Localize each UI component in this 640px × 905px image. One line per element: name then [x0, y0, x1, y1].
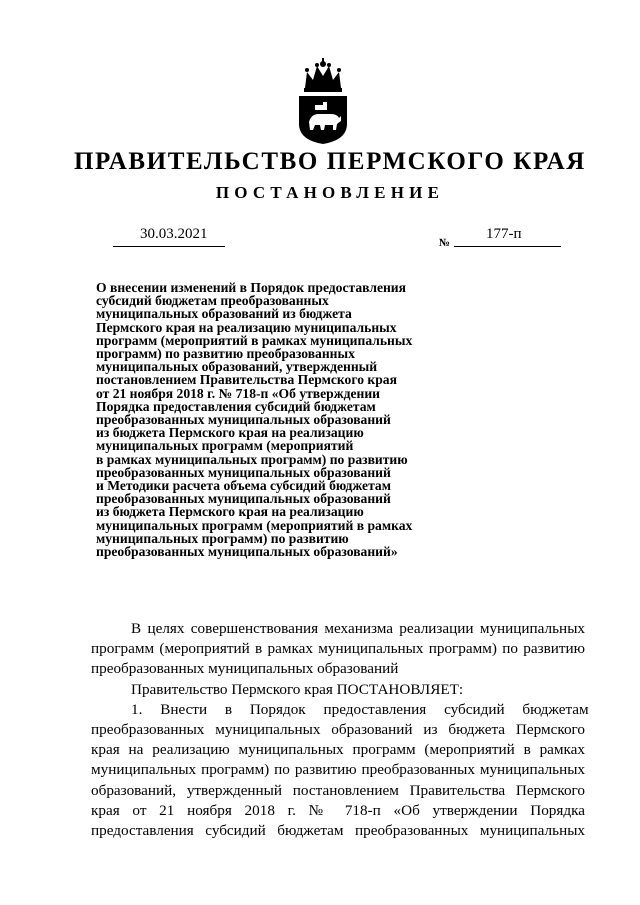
- number-underline: [454, 246, 561, 247]
- date-underline: [113, 246, 225, 247]
- government-title: ПРАВИТЕЛЬСТВО ПЕРМСКОГО КРАЯ: [74, 148, 586, 175]
- body-line: края на реализацию муниципальных программ (мероприятий в рамках: [91, 741, 585, 759]
- number-sign: №: [439, 237, 451, 249]
- document-date: 30.03.2021: [140, 226, 208, 242]
- perm-krai-coat-of-arms-icon: [297, 58, 349, 144]
- document-number: 177-п: [486, 226, 522, 242]
- subject-line: постановлением Правительства Пермского края: [96, 372, 397, 388]
- subject-line: от 21 ноября 2018 г. № 718-п «Об утверждении: [96, 385, 380, 401]
- subject-line: Порядка предоставления субсидий бюджетам: [96, 398, 376, 414]
- body-line: программ (мероприятий в рамках муниципальных программ) по развитию: [91, 640, 585, 658]
- subject-line: О внесении изменений в Порядок предоставления: [96, 280, 406, 295]
- subject-line: муниципальных программ) по развитию: [96, 530, 349, 546]
- subject-line: преобразованных муниципальных образований: [96, 412, 391, 428]
- body-line: края от 21 ноября 2018 г. № 718-п «Об утверждении Порядка: [91, 801, 585, 819]
- subject-line: муниципальных образований из бюджета: [96, 306, 352, 322]
- subject-line: субсидий бюджетам преобразованных: [96, 293, 329, 309]
- subject-line: Пермского края на реализацию муниципальных: [96, 319, 397, 335]
- body-line: В целях совершенствования механизма реализации муниципальных: [131, 620, 585, 637]
- document-type: ПОСТАНОВЛЕНИЕ: [215, 183, 445, 202]
- subject-line: муниципальных программ (мероприятий в рамках: [96, 517, 413, 533]
- document-body: [91, 619, 589, 841]
- body-line: муниципальных программ) по развитию преобразованных муниципальных: [91, 761, 585, 779]
- body-line: предоставления субсидий бюджетам преобразованных муниципальных: [91, 822, 585, 840]
- subject-line: программ) по развитию преобразованных: [96, 346, 355, 362]
- subject-line: муниципальных образований, утвержденный: [96, 359, 378, 375]
- subject-line: и Методики расчета объема субсидий бюджетам: [96, 478, 391, 494]
- subject-line: в рамках муниципальных программ) по развитию: [96, 451, 408, 467]
- subject-line: муниципальных программ (мероприятий: [96, 438, 354, 454]
- subject-line: преобразованных муниципальных образований: [96, 464, 391, 480]
- body-line: Правительство Пермского края ПОСТАНОВЛЯЕТ:: [131, 680, 464, 698]
- subject-line: преобразованных муниципальных образований»: [96, 544, 398, 560]
- subject-line: преобразованных муниципальных образований: [96, 491, 391, 507]
- subject-line: программ (мероприятий в рамках муниципальных: [96, 332, 413, 348]
- body-line: 1. Внести в Порядок предоставления субсидий бюджетам: [131, 700, 589, 718]
- body-line: образований, утвержденный постановлением Правительства Пермского: [91, 781, 585, 799]
- body-line: преобразованных муниципальных образований из бюджета Пермского: [91, 721, 585, 739]
- body-paragraph-resolves: [91, 680, 585, 700]
- document-subject: [96, 281, 476, 558]
- subject-line: из бюджета Пермского края на реализацию: [96, 504, 364, 520]
- body-paragraph-item-1: [91, 700, 589, 841]
- body-paragraph-purpose: [91, 619, 585, 680]
- body-line: преобразованных муниципальных образований: [91, 660, 399, 678]
- subject-line: из бюджета Пермского края на реализацию: [96, 425, 364, 441]
